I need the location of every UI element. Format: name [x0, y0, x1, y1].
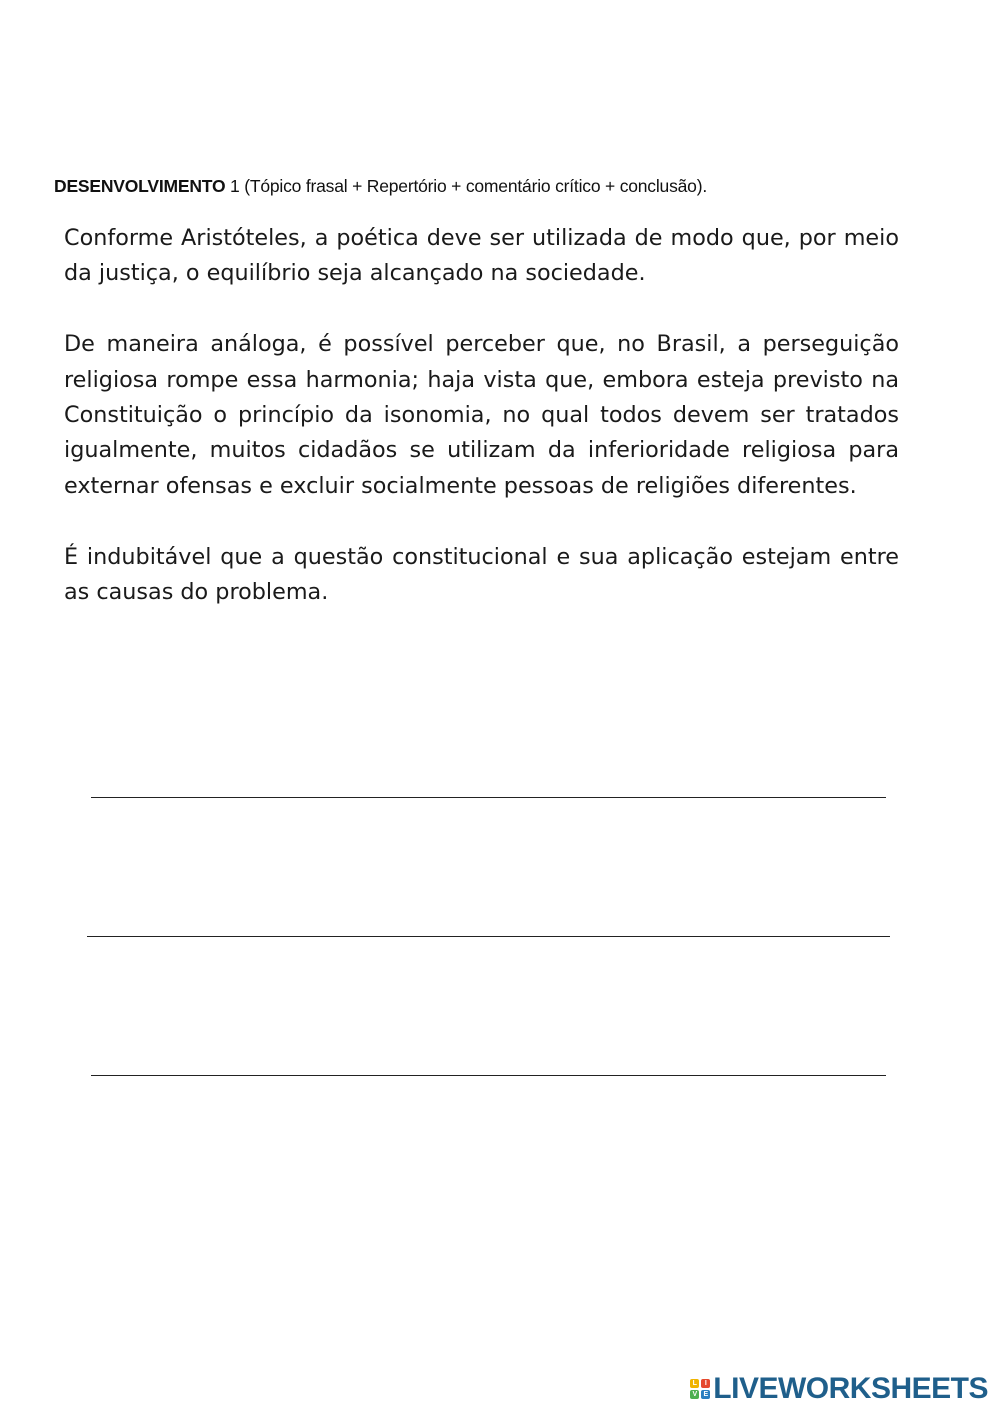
answer-line[interactable]: [91, 1075, 886, 1076]
answer-line[interactable]: [91, 797, 886, 798]
paragraph-1: Conforme Aristóteles, a poética deve ser utilizada de modo que, por meio da justiça, o equilíbrio seja alcançado na sociedade.: [64, 225, 899, 287]
section-heading: [54, 176, 707, 197]
paragraph-2: De maneira análoga, é possível perceber que, no Brasil, a perseguição religiosa rompe essa harmonia; haja vista que, embora esteja previsto na Constituição o princípio da isonomia, no qual todos devem ser tratados igualmente, muitos cidadãos se utilizam da inferioridade religiosa para externar ofensas e excluir socialmente pessoas de religiões diferentes.: [64, 331, 899, 499]
essay-text: [64, 221, 899, 646]
liveworksheets-logo-icon: [690, 1379, 710, 1399]
section-heading-rest: 1 (Tópico frasal + Repertório + comentário crítico + conclusão).: [225, 176, 707, 196]
answer-line[interactable]: [87, 936, 890, 937]
logo-tile-e: E: [701, 1390, 710, 1399]
paragraph-3: É indubitável que a questão constitucional e sua aplicação estejam entre as causas do problema.: [64, 543, 899, 606]
liveworksheets-brand: [690, 1373, 988, 1405]
logo-tile-i: I: [701, 1379, 710, 1388]
logo-tile-l: L: [690, 1379, 699, 1388]
logo-tile-v: V: [690, 1390, 699, 1399]
section-heading-bold: DESENVOLVIMENTO: [54, 176, 226, 196]
brand-name: LIVEWORKSHEETS: [713, 1372, 988, 1405]
